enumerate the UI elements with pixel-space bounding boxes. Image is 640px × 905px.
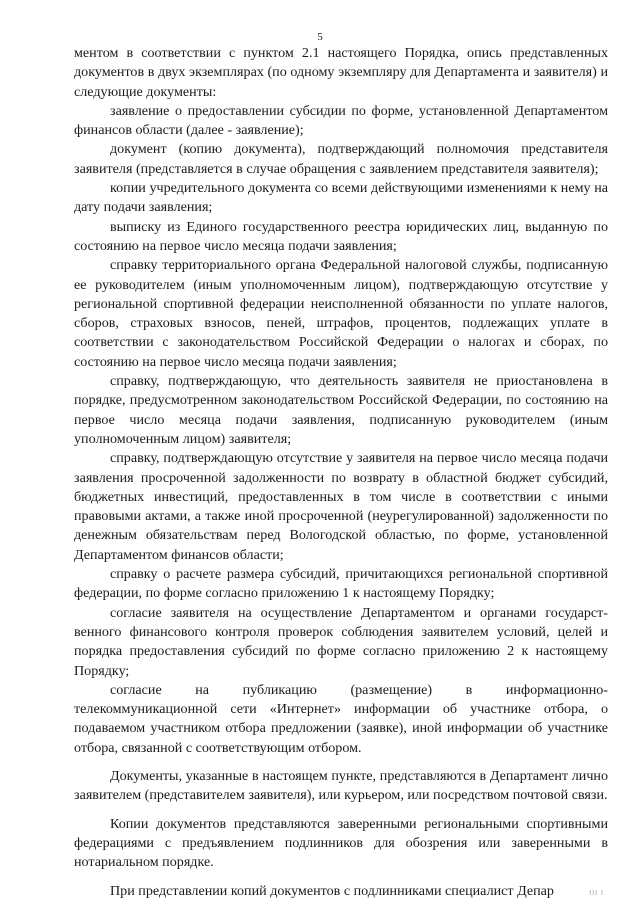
paragraph-debt-certificate: справку, подтверждающую отсутствие у заявителя на первое число месяца подачи заявления просроченной задолженности по возврату в областной бюджет субсидий, бюджетных инвестиций, предоставленных в том числе в соответствии с иными правовыми актами, а также иной просроченной (неурегулированной) задолженности по денежным обязательствам перед Вологодской областью, по форме, установленной Департаментом финансов области;: [74, 450, 608, 563]
paragraph-publication-consent-continued: телекоммуникационной сети «Интернет» информации об участнике отбора, о подаваемом участником отбора предложении (заявке), иной информации об участнике отбора, связанной с соответствующим отбором.: [74, 701, 608, 756]
paragraph-power-of-attorney: документ (копию документа), подтверждающий полномочия представителя заявителя (представляется в случае обращения с заявлением представителя заявителя);: [74, 141, 608, 177]
paragraph-activity-certificate: справку, подтверждающую, что деятельность заявителя не приостановлена в порядке, предусмотренном законодательством Российской Федерации, по состоянию на первое число месяца подачи заявления, подписанную руководителем (иным уполномоченным лицом) заявителя;: [74, 373, 608, 447]
paragraph-tax-certificate: справку территориального органа Федеральной налоговой службы, подписанную ее руководителем (иным уполномоченным лицом), подтверждающую отсутствие у региональной спортивной федерации неисполненной обязанности по уплате налогов, сборов, страховых взносов, пеней, штрафов, процентов, подлежащих уплате в соответствии с законодательством Российской Федерации о налогах и сборах, по состоянию на первое число месяца подачи заявления;: [74, 257, 608, 370]
paragraph-registry-extract: выписку из Единого государственного реестра юридических лиц, выданную по состоянию на первое число месяца подачи заявления;: [74, 218, 608, 254]
paragraph-submission-method: Документы, указанные в настоящем пункте, представляются в Департамент лично заявителем (представителем заявителя), или курьером, или посредством почтовой связи.: [74, 767, 608, 804]
document-body: [74, 44, 608, 902]
paragraph-application: заявление о предоставлении субсидии по форме, установленной Департаментом финансов области (далее - заявление);: [74, 102, 608, 139]
page-number: 5: [317, 31, 323, 43]
paragraph-documents-list-intro: ментом в соответствии с пунктом 2.1 настоящего Порядка, опись представленных документов в двух экземплярах (по одному экземпляру для Департамента и заявителя) и следующие документы:: [74, 45, 608, 100]
paragraph-copy-certification: Копии документов представляются заверенными региональными спортивными федерациями с предъявлением подлинников для обозрения или заверенными в нотариальном порядке.: [74, 815, 608, 871]
paragraph-copy-verification: При представлении копий документов с подлинниками специалист Депар: [110, 883, 554, 900]
paragraph-founding-document: копии учредительного документа со всеми действующими изменениями к нему на дату подачи заявления;: [74, 180, 608, 216]
paragraph-subsidy-calculation: справку о расчете размера субсидий, причитающихся региональной спортивной федерации, по форме согласно приложению 1 к настоящему Порядку;: [74, 566, 608, 602]
scan-corner-mark: III I: [589, 890, 604, 897]
paragraph-audit-consent: согласие заявителя на осуществление Департаментом и органами государственного финансового контроля проверок соблюдения заявителем условий, целей и порядка предоставления субсидий по форме согласно приложению 2 к настоящему Порядку;: [74, 604, 608, 679]
paragraph-publication-consent: согласие на публикацию (размещение) в информационно-: [110, 681, 608, 698]
